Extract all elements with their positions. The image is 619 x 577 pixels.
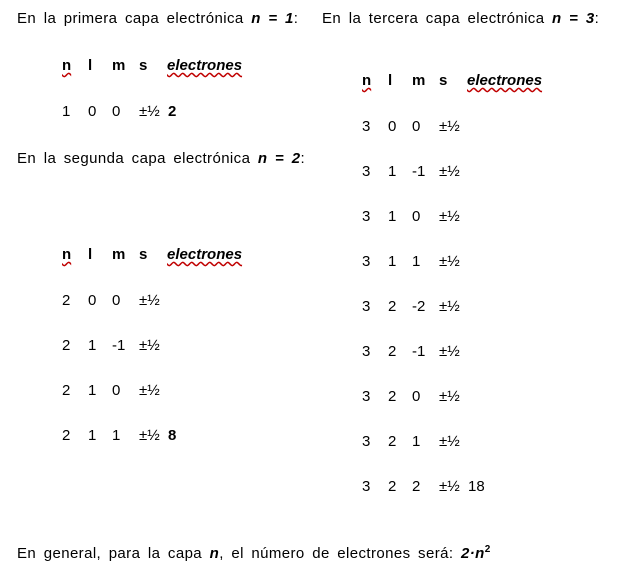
table-row	[62, 103, 176, 121]
table-row	[362, 388, 468, 406]
cell-m: -1	[412, 163, 426, 180]
cell-n: 3	[362, 118, 371, 135]
cell-m: -2	[412, 298, 426, 315]
shell3-column-headers: n l m s electrones	[362, 72, 543, 89]
cell-m: -1	[112, 337, 126, 354]
cell-n: 3	[362, 208, 371, 225]
table-row	[62, 427, 176, 445]
cell-s: ±½	[139, 427, 160, 444]
table-row	[362, 343, 468, 361]
cell-n: 2	[62, 337, 71, 354]
cell-s: ±½	[139, 337, 160, 354]
cell-s: ±½	[439, 298, 460, 315]
shell1-heading: En la primera capa electrónica n = 1:	[17, 10, 299, 27]
cell-l: 2	[388, 388, 397, 405]
table-row	[362, 478, 485, 496]
table-row	[362, 433, 468, 451]
cell-m: 0	[112, 382, 121, 399]
cell-electrons: 18	[468, 478, 485, 495]
shell2-column-headers: n l m s electrones	[62, 246, 243, 263]
cell-n: 3	[362, 343, 371, 360]
table-row	[362, 163, 468, 181]
cell-s: ±½	[439, 343, 460, 360]
general-statement: En general, para la capa n, el número de electrones será: $2\cdot n^2$	[17, 544, 491, 562]
cell-m: 1	[112, 427, 121, 444]
cell-electrons: 2	[168, 103, 177, 120]
cell-m: 0	[112, 103, 121, 120]
cell-n: 1	[62, 103, 71, 120]
cell-m: 0	[412, 208, 421, 225]
cell-l: 0	[388, 118, 397, 135]
cell-n: 2	[62, 382, 71, 399]
cell-n: 3	[362, 433, 371, 450]
cell-l: 2	[388, 478, 397, 495]
cell-s: ±½	[139, 292, 160, 309]
cell-n: 2	[62, 427, 71, 444]
cell-l: 1	[88, 337, 97, 354]
shell2-heading: En la segunda capa electrónica n = 2:	[17, 150, 306, 167]
cell-l: 0	[88, 103, 97, 120]
cell-n: 3	[362, 253, 371, 270]
cell-n: 3	[362, 298, 371, 315]
cell-m: 0	[412, 388, 421, 405]
cell-m: 0	[412, 118, 421, 135]
cell-l: 2	[388, 433, 397, 450]
cell-s: ±½	[139, 382, 160, 399]
cell-l: 1	[88, 427, 97, 444]
cell-m: 1	[412, 253, 421, 270]
cell-l: 0	[88, 292, 97, 309]
cell-n: 3	[362, 388, 371, 405]
cell-s: ±½	[439, 208, 460, 225]
table-row	[62, 337, 168, 355]
cell-s: ±½	[139, 103, 160, 120]
cell-l: 1	[388, 253, 397, 270]
cell-n: 3	[362, 478, 371, 495]
table-row	[362, 118, 468, 136]
cell-s: ±½	[439, 388, 460, 405]
cell-s: ±½	[439, 163, 460, 180]
cell-l: 2	[388, 298, 397, 315]
shell1-column-headers: n l m s electrones	[62, 57, 243, 74]
cell-s: ±½	[439, 253, 460, 270]
table-row	[362, 208, 468, 226]
shell3-heading: En la tercera capa electrónica n = 3:	[322, 10, 600, 27]
cell-s: ±½	[439, 118, 460, 135]
cell-m: 2	[412, 478, 421, 495]
cell-l: 1	[88, 382, 97, 399]
cell-n: 3	[362, 163, 371, 180]
cell-s: ±½	[439, 433, 460, 450]
table-row	[362, 298, 468, 316]
cell-m: -1	[412, 343, 426, 360]
cell-l: 1	[388, 163, 397, 180]
table-row	[362, 253, 468, 271]
cell-m: 0	[112, 292, 121, 309]
table-row	[62, 382, 168, 400]
cell-l: 1	[388, 208, 397, 225]
cell-l: 2	[388, 343, 397, 360]
cell-m: 1	[412, 433, 421, 450]
cell-electrons: 8	[168, 427, 177, 444]
cell-n: 2	[62, 292, 71, 309]
table-row	[62, 292, 168, 310]
cell-s: ±½	[439, 478, 460, 495]
